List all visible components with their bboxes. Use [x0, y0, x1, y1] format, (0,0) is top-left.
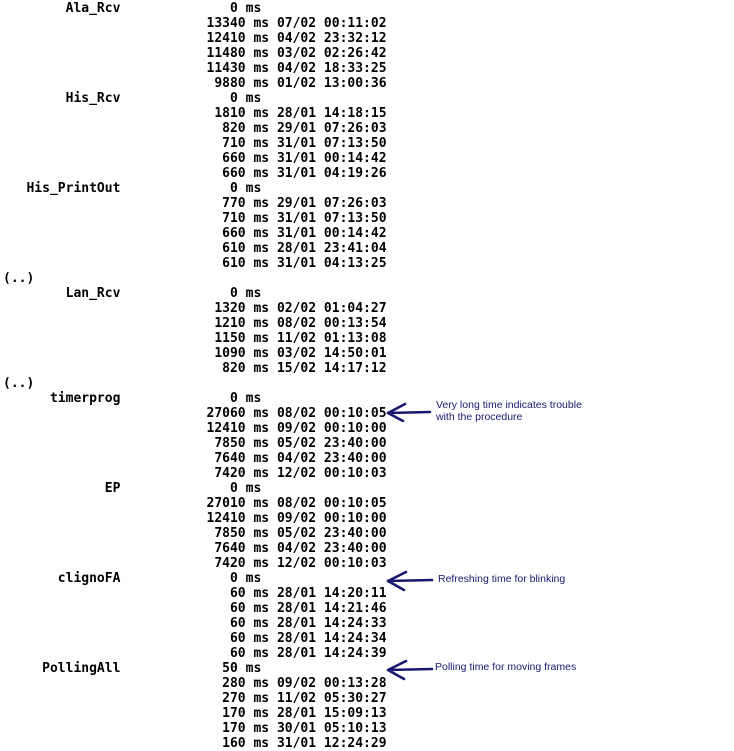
duration-value: 11430: [3, 61, 246, 76]
duration-value: 770: [3, 196, 246, 211]
annotation-blinking: [438, 574, 565, 586]
timestamp: 03/02 02:26:42: [269, 46, 387, 61]
timestamp: 05/02 23:40:00: [269, 436, 387, 451]
duration-value: 50: [120, 661, 238, 676]
section-label: timerprog: [3, 391, 121, 406]
log-line: [3, 256, 387, 271]
log-line: [3, 421, 387, 436]
timestamp: 08/02 00:13:54: [269, 316, 387, 331]
log-line: [3, 571, 387, 586]
unit-label: ms: [237, 661, 262, 676]
timestamp: 31/01 00:14:42: [269, 226, 387, 241]
duration-value: 7640: [3, 541, 246, 556]
unit-label: ms: [245, 466, 270, 481]
log-line: [3, 31, 387, 46]
timestamp: 04/02 23:40:00: [269, 451, 387, 466]
log-line: [3, 676, 387, 691]
timestamp: 09/02 00:10:00: [269, 421, 387, 436]
duration-value: 820: [3, 121, 246, 136]
annotation-line: with the procedure: [436, 410, 523, 423]
log-line: [3, 691, 387, 706]
unit-label: ms: [237, 286, 262, 301]
annotation-line: Polling time for moving frames: [435, 661, 577, 673]
log-line: [3, 361, 387, 376]
log-line: [3, 721, 387, 736]
left-arrow-icon: [386, 659, 434, 681]
unit-label: ms: [245, 136, 270, 151]
duration-value: 0: [120, 181, 238, 196]
unit-label: ms: [245, 106, 270, 121]
unit-label: ms: [245, 721, 270, 736]
unit-label: ms: [245, 526, 270, 541]
unit-label: ms: [237, 571, 262, 586]
section-label: Lan_Rcv: [3, 286, 121, 301]
duration-value: 610: [3, 241, 246, 256]
unit-label: ms: [245, 361, 270, 376]
log-line: [3, 151, 387, 166]
log-line: [3, 436, 387, 451]
log-line: [3, 616, 387, 631]
left-arrow-icon: [386, 570, 434, 592]
duration-value: 610: [3, 256, 246, 271]
log-line: [3, 526, 387, 541]
timestamp: 11/02 01:13:08: [269, 331, 387, 346]
log-line: [3, 586, 387, 601]
duration-value: 7850: [3, 526, 246, 541]
timestamp: 12/02 00:10:03: [269, 556, 387, 571]
duration-value: 7420: [3, 556, 246, 571]
annotation-polling: [435, 662, 576, 674]
log-line: [3, 391, 387, 406]
unit-label: ms: [245, 736, 270, 751]
duration-value: 9880: [3, 76, 246, 91]
duration-value: 660: [3, 151, 246, 166]
timestamp: 28/01 14:18:15: [269, 106, 387, 121]
unit-label: ms: [245, 676, 270, 691]
unit-label: ms: [245, 511, 270, 526]
unit-label: ms: [237, 391, 262, 406]
section-label: PollingAll: [3, 661, 121, 676]
duration-value: 27060: [3, 406, 246, 421]
duration-value: 0: [120, 286, 238, 301]
annotation-line: Very long time indicates trouble: [436, 399, 582, 411]
unit-label: ms: [245, 496, 270, 511]
duration-value: 1810: [3, 106, 246, 121]
timing-report: [3, 1, 387, 751]
log-line: [3, 331, 387, 346]
duration-value: 60: [3, 646, 246, 661]
log-line: [3, 271, 387, 286]
unit-label: ms: [245, 151, 270, 166]
timestamp: 28/01 14:24:39: [269, 646, 387, 661]
duration-value: 1150: [3, 331, 246, 346]
timestamp: 04/02 23:40:00: [269, 541, 387, 556]
log-line: [3, 241, 387, 256]
unit-label: ms: [245, 196, 270, 211]
timestamp: 12/02 00:10:03: [269, 466, 387, 481]
timestamp: 30/01 05:10:13: [269, 721, 387, 736]
timestamp: 31/01 00:14:42: [269, 151, 387, 166]
duration-value: 27010: [3, 496, 246, 511]
duration-value: 13340: [3, 16, 246, 31]
duration-value: 60: [3, 631, 246, 646]
timestamp: 28/01 15:09:13: [269, 706, 387, 721]
log-line: [3, 556, 387, 571]
duration-value: 60: [3, 601, 246, 616]
duration-value: 1210: [3, 316, 246, 331]
timestamp: 07/02 00:11:02: [269, 16, 387, 31]
duration-value: 60: [3, 616, 246, 631]
log-line: [3, 346, 387, 361]
unit-label: ms: [245, 601, 270, 616]
duration-value: 820: [3, 361, 246, 376]
unit-label: ms: [245, 421, 270, 436]
unit-label: ms: [245, 541, 270, 556]
duration-value: 12410: [3, 31, 246, 46]
duration-value: 270: [3, 691, 246, 706]
section-label: clignoFA: [3, 571, 121, 586]
unit-label: ms: [245, 691, 270, 706]
duration-value: 1090: [3, 346, 246, 361]
log-line: [3, 631, 387, 646]
unit-label: ms: [245, 331, 270, 346]
log-line: [3, 316, 387, 331]
duration-value: 11480: [3, 46, 246, 61]
log-line: [3, 1, 387, 16]
duration-value: 0: [120, 91, 238, 106]
log-line: [3, 376, 387, 391]
unit-label: ms: [245, 706, 270, 721]
timestamp: 28/01 14:24:34: [269, 631, 387, 646]
unit-label: ms: [237, 481, 262, 496]
log-line: [3, 601, 387, 616]
ellipsis-marker: (..): [3, 271, 35, 286]
unit-label: ms: [245, 121, 270, 136]
duration-value: 60: [3, 586, 246, 601]
timestamp: 28/01 23:41:04: [269, 241, 387, 256]
log-line: [3, 406, 387, 421]
timestamp: 01/02 13:00:36: [269, 76, 387, 91]
section-label: Ala_Rcv: [3, 1, 121, 16]
duration-value: 7850: [3, 436, 246, 451]
log-line: [3, 166, 387, 181]
duration-value: 660: [3, 226, 246, 241]
unit-label: ms: [245, 76, 270, 91]
ellipsis-marker: (..): [3, 376, 35, 391]
timestamp: 08/02 00:10:05: [269, 406, 387, 421]
duration-value: 7640: [3, 451, 246, 466]
duration-value: 0: [120, 571, 238, 586]
log-line: [3, 541, 387, 556]
unit-label: ms: [237, 91, 262, 106]
unit-label: ms: [245, 316, 270, 331]
log-line: [3, 61, 387, 76]
log-line: [3, 106, 387, 121]
unit-label: ms: [245, 256, 270, 271]
unit-label: ms: [245, 226, 270, 241]
unit-label: ms: [245, 616, 270, 631]
timestamp: 02/02 01:04:27: [269, 301, 387, 316]
log-line: [3, 226, 387, 241]
duration-value: 710: [3, 211, 246, 226]
timestamp: 04/02 23:32:12: [269, 31, 387, 46]
duration-value: 660: [3, 166, 246, 181]
unit-label: ms: [245, 451, 270, 466]
unit-label: ms: [245, 346, 270, 361]
unit-label: ms: [245, 241, 270, 256]
duration-value: 170: [3, 721, 246, 736]
timestamp: 09/02 00:13:28: [269, 676, 387, 691]
unit-label: ms: [245, 61, 270, 76]
duration-value: 710: [3, 136, 246, 151]
duration-value: 0: [120, 481, 238, 496]
timestamp: 08/02 00:10:05: [269, 496, 387, 511]
log-line: [3, 706, 387, 721]
duration-value: 0: [120, 391, 238, 406]
timestamp: 09/02 00:10:00: [269, 511, 387, 526]
unit-label: ms: [237, 181, 262, 196]
timestamp: 28/01 14:20:11: [269, 586, 387, 601]
timestamp: 28/01 14:21:46: [269, 601, 387, 616]
log-line: [3, 481, 387, 496]
timestamp: 31/01 07:13:50: [269, 136, 387, 151]
left-arrow-icon: [386, 402, 432, 422]
unit-label: ms: [237, 1, 262, 16]
timestamp: 03/02 14:50:01: [269, 346, 387, 361]
log-line: [3, 301, 387, 316]
duration-value: 12410: [3, 421, 246, 436]
log-line: [3, 136, 387, 151]
timestamp: 11/02 05:30:27: [269, 691, 387, 706]
log-line: [3, 661, 387, 676]
log-line: [3, 16, 387, 31]
log-line: [3, 196, 387, 211]
annotation-line: Refreshing time for blinking: [438, 573, 566, 585]
duration-value: 1320: [3, 301, 246, 316]
duration-value: 12410: [3, 511, 246, 526]
section-label: EP: [3, 481, 121, 496]
unit-label: ms: [245, 46, 270, 61]
log-line: [3, 181, 387, 196]
duration-value: 170: [3, 706, 246, 721]
log-line: [3, 46, 387, 61]
log-line: [3, 511, 387, 526]
unit-label: ms: [245, 586, 270, 601]
section-label: His_PrintOut: [3, 181, 121, 196]
unit-label: ms: [245, 16, 270, 31]
timestamp: 15/02 14:17:12: [269, 361, 387, 376]
log-line: [3, 451, 387, 466]
section-label: His_Rcv: [3, 91, 121, 106]
timestamp: 04/02 18:33:25: [269, 61, 387, 76]
timestamp: 31/01 04:13:25: [269, 256, 387, 271]
annotation-trouble: [436, 400, 582, 423]
timestamp: 05/02 23:40:00: [269, 526, 387, 541]
timestamp: 29/01 07:26:03: [269, 121, 387, 136]
log-line: [3, 466, 387, 481]
unit-label: ms: [245, 301, 270, 316]
timestamp: 31/01 04:19:26: [269, 166, 387, 181]
log-line: [3, 646, 387, 661]
unit-label: ms: [245, 646, 270, 661]
log-line: [3, 211, 387, 226]
unit-label: ms: [245, 631, 270, 646]
unit-label: ms: [245, 436, 270, 451]
log-line: [3, 286, 387, 301]
log-line: [3, 76, 387, 91]
duration-value: 160: [3, 736, 246, 751]
log-line: [3, 496, 387, 511]
timestamp: 31/01 12:24:29: [269, 736, 387, 751]
duration-value: 7420: [3, 466, 246, 481]
unit-label: ms: [245, 406, 270, 421]
timestamp: 31/01 07:13:50: [269, 211, 387, 226]
log-line: [3, 91, 387, 106]
unit-label: ms: [245, 556, 270, 571]
duration-value: 280: [3, 676, 246, 691]
unit-label: ms: [245, 211, 270, 226]
timestamp: 29/01 07:26:03: [269, 196, 387, 211]
unit-label: ms: [245, 31, 270, 46]
unit-label: ms: [245, 166, 270, 181]
log-line: [3, 121, 387, 136]
timestamp: 28/01 14:24:33: [269, 616, 387, 631]
duration-value: 0: [120, 1, 238, 16]
